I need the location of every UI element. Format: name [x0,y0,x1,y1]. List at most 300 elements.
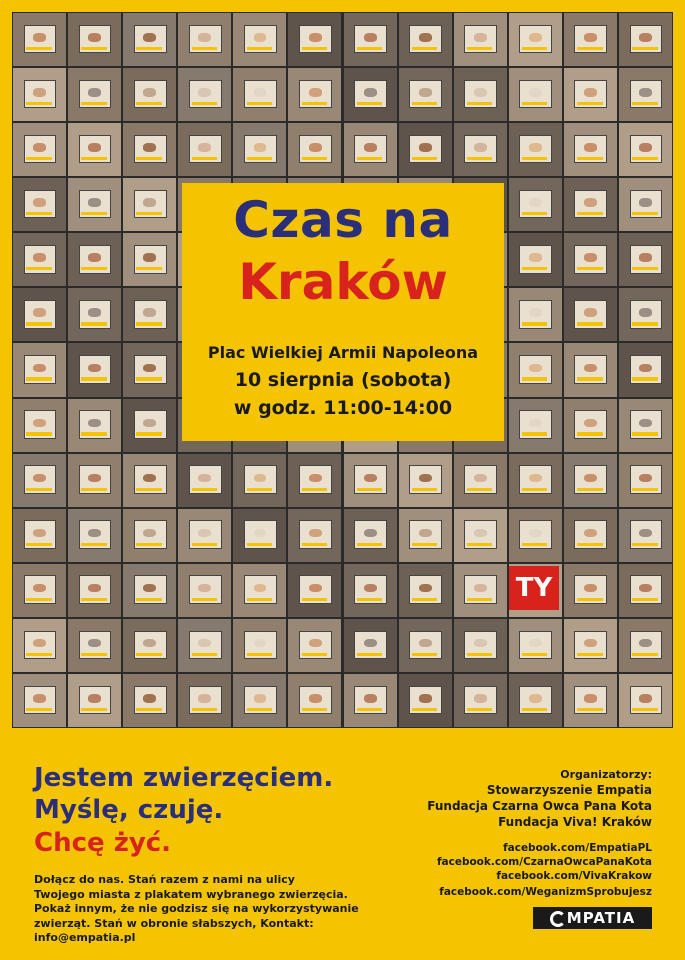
sign-label [81,102,106,105]
logo-c-icon [550,911,566,927]
protest-photo-tile [123,123,176,176]
protest-photo-tile [454,619,507,672]
sign-label [192,102,217,105]
protest-photo-tile [454,564,507,617]
animal-face [639,419,652,427]
animal-face [364,33,377,41]
sign-label [81,598,106,601]
protest-photo-tile [344,564,397,617]
protest-photo-tile [13,123,66,176]
sign-label [26,432,51,435]
sign-label [577,653,602,656]
protest-photo-tile [564,123,617,176]
protest-photo-tile [564,178,617,231]
sign-label [577,322,602,325]
sign-label [81,432,106,435]
protest-photo-tile [454,68,507,121]
animal-face [639,88,652,96]
protest-photo-tile [233,564,286,617]
animal-face [309,529,322,537]
sign-label [26,47,51,50]
protest-photo-tile [619,564,672,617]
protest-photo-tile [509,13,562,66]
protest-photo-tile [13,233,66,286]
sign-label [632,102,657,105]
protest-photo-tile [288,619,341,672]
sign-label [467,488,492,491]
protest-photo-tile [13,509,66,562]
sign-label [192,47,217,50]
protest-photo-tile [68,454,121,507]
animal-face [364,143,377,151]
sign-label [577,157,602,160]
protest-photo-tile [13,454,66,507]
sign-label [412,488,437,491]
animal-face [529,198,542,206]
animal-face [33,88,46,96]
animal-face [584,308,597,316]
sign-label [136,267,161,270]
protest-photo-tile [344,123,397,176]
protest-photo-tile [509,178,562,231]
sign-label [247,157,272,160]
animal-face [309,474,322,482]
protest-photo-tile [288,123,341,176]
animal-face [143,639,156,647]
protest-photo-tile [564,288,617,341]
protest-photo-tile [178,123,231,176]
sign-label [81,653,106,656]
sign-label [632,708,657,711]
animal-face [364,529,377,537]
sign-label [467,47,492,50]
event-date: 10 sierpnia (sobota) [234,369,452,391]
animal-face [309,88,322,96]
sign-label [136,543,161,546]
animal-face [33,584,46,592]
protest-photo-tile [454,13,507,66]
protest-photo-tile [123,454,176,507]
animal-face [88,529,101,537]
protest-photo-tile [344,509,397,562]
sign-label [136,47,161,50]
sign-label [467,708,492,711]
animal-face [639,529,652,537]
animal-face [88,143,101,151]
animal-face [254,143,267,151]
animal-face [88,253,101,261]
sign-label [247,102,272,105]
animal-face [364,88,377,96]
protest-photo-tile [68,674,121,727]
sign-label [26,598,51,601]
animal-face [88,198,101,206]
protest-photo-tile [509,123,562,176]
animal-face [198,694,211,702]
animal-face [639,364,652,372]
sign-label [136,708,161,711]
sign-label [136,653,161,656]
sign-label [522,157,547,160]
sign-label [577,432,602,435]
animal-face [474,529,487,537]
organizers [427,768,652,830]
facebook-link-viva[interactable]: facebook.com/VivaKrakow [496,870,652,882]
sign-label [522,543,547,546]
protest-photo-tile [123,178,176,231]
protest-photo-tile [123,399,176,452]
protest-photo-tile [509,509,562,562]
sign-label [522,708,547,711]
sign-label [136,212,161,215]
protest-photo-tile [68,399,121,452]
animal-face [584,253,597,261]
animal-face [474,694,487,702]
animal-face [254,88,267,96]
sign-label [357,543,382,546]
animal-face [419,143,432,151]
animal-face [88,419,101,427]
sign-label [412,653,437,656]
animal-face [419,694,432,702]
protest-photo-tile [123,13,176,66]
protest-photo-tile [564,399,617,452]
protest-photo-tile [233,454,286,507]
facebook-link-czarna-owca[interactable]: facebook.com/CzarnaOwcaPanaKota [436,856,652,868]
animal-face [639,33,652,41]
animal-face [529,308,542,316]
protest-photo-tile [68,68,121,121]
sign-label [632,488,657,491]
sign-label [577,543,602,546]
protest-photo-tile [123,233,176,286]
animal-face [584,639,597,647]
protest-photo-tile [509,619,562,672]
protest-photo-tile [344,454,397,507]
sign-label [412,157,437,160]
animal-face [474,88,487,96]
sign-label [522,377,547,380]
animal-face [88,639,101,647]
protest-photo-tile [233,509,286,562]
sign-label [522,47,547,50]
animal-face [474,474,487,482]
animal-face [529,33,542,41]
animal-face [584,33,597,41]
sign-label [136,377,161,380]
protest-photo-tile [13,343,66,396]
animal-face [419,529,432,537]
protest-photo-tile [509,674,562,727]
animal-face [254,584,267,592]
protest-photo-tile [344,13,397,66]
sign-label [247,543,272,546]
sign-label [81,488,106,491]
protest-photo-tile [123,619,176,672]
animal-face [639,584,652,592]
protest-photo-tile [178,13,231,66]
slogan-line-1: Jestem zwierzęciem. [34,763,334,793]
sign-label [577,212,602,215]
animal-face [143,33,156,41]
animal-face [639,143,652,151]
invitation-text [34,873,414,946]
protest-photo-tile [233,68,286,121]
animal-face [143,474,156,482]
protest-photo-tile [454,674,507,727]
animal-face [143,364,156,372]
animal-face [254,33,267,41]
sign-label [632,377,657,380]
sign-label [192,598,217,601]
sign-label [136,598,161,601]
protest-photo-tile [68,178,121,231]
sign-label [81,47,106,50]
protest-photo-tile [288,509,341,562]
sign-label [632,543,657,546]
sign-label [357,102,382,105]
logo-text: MPATIA [566,909,636,927]
sign-label [412,598,437,601]
protest-photo-tile [619,68,672,121]
protest-photo-tile [68,564,121,617]
sign-label [522,212,547,215]
protest-photo-tile [564,454,617,507]
sign-label [81,267,106,270]
sign-label [577,47,602,50]
protest-photo-tile [178,509,231,562]
empatia-logo [533,907,652,929]
sign-label [302,543,327,546]
sign-label [632,598,657,601]
animal-face [639,198,652,206]
protest-photo-tile [564,564,617,617]
protest-photo-tile [13,288,66,341]
sign-label [632,267,657,270]
sign-label [522,432,547,435]
animal-face [309,639,322,647]
protest-photo-tile [564,619,617,672]
sign-label [412,708,437,711]
sign-label [632,432,657,435]
animal-face [254,639,267,647]
sign-label [412,543,437,546]
protest-photo-tile [619,13,672,66]
protest-photo-tile [68,343,121,396]
protest-photo-tile [399,509,452,562]
animal-face [529,364,542,372]
animal-face [474,33,487,41]
sign-label [192,543,217,546]
animal-face [529,88,542,96]
animal-face [33,364,46,372]
animal-face [143,694,156,702]
animal-face [639,308,652,316]
animal-face [88,88,101,96]
protest-photo-tile [619,233,672,286]
sign-label [632,322,657,325]
sign-label [136,157,161,160]
protest-photo-tile [13,619,66,672]
animal-face [364,474,377,482]
sign-label [357,653,382,656]
protest-photo-tile [123,343,176,396]
animal-face [254,474,267,482]
protest-photo-tile [399,674,452,727]
sign-label [247,653,272,656]
sign-label [467,653,492,656]
protest-photo-tile [619,454,672,507]
sign-label [522,102,547,105]
sign-label [302,488,327,491]
animal-face [88,474,101,482]
protest-photo-tile [178,454,231,507]
protest-photo-tile [619,674,672,727]
animal-face [639,694,652,702]
animal-face [639,474,652,482]
animal-face [529,474,542,482]
animal-face [198,529,211,537]
sign-label [247,708,272,711]
protest-photo-tile [123,674,176,727]
protest-photo-tile [233,619,286,672]
sign-label [247,598,272,601]
sign-label [632,653,657,656]
ty-badge: TY [509,566,559,610]
sign-label [26,653,51,656]
animal-face [474,143,487,151]
protest-photo-tile [509,68,562,121]
animal-face [198,88,211,96]
sign-label [136,488,161,491]
sign-label [577,598,602,601]
sign-label [302,598,327,601]
protest-photo-tile [564,233,617,286]
animal-face [364,694,377,702]
animal-face [584,584,597,592]
protest-photo-tile [178,674,231,727]
sign-label [81,708,106,711]
protest-photo-tile [509,288,562,341]
animal-face [33,639,46,647]
protest-photo-tile [68,288,121,341]
facebook-link-empatia[interactable]: facebook.com/EmpatiaPL [503,842,652,854]
protest-photo-tile [288,68,341,121]
protest-photo-tile [564,343,617,396]
animal-face [143,198,156,206]
animal-face [143,308,156,316]
headline-box [182,183,504,441]
invite-line-2: Twojego miasta z plakatem wybranego zwierzęcia. [34,887,348,901]
organizer-3: Fundacja Viva! Kraków [498,815,652,829]
sign-label [632,47,657,50]
sign-label [357,708,382,711]
animal-face [639,253,652,261]
protest-photo-tile [509,454,562,507]
sign-label [357,47,382,50]
animal-face [474,639,487,647]
protest-photo-tile [454,454,507,507]
protest-photo-tile [564,674,617,727]
protest-photo-tile [68,123,121,176]
animal-face [198,584,211,592]
protest-photo-tile [178,564,231,617]
sign-label [577,267,602,270]
organizer-2: Fundacja Czarna Owca Pana Kota [427,799,652,813]
sign-label [357,488,382,491]
slogan-line-3: Chcę żyć. [34,828,172,858]
protest-photo-tile [399,454,452,507]
sign-label [632,157,657,160]
facebook-links [437,841,652,883]
animal-face [33,143,46,151]
sign-label [26,377,51,380]
sign-label [522,322,547,325]
slogan-line-2: Myślę, czuję. [34,795,224,825]
sign-label [136,322,161,325]
animal-face [33,198,46,206]
animal-face [419,639,432,647]
animal-face [529,529,542,537]
protest-photo-tile [233,123,286,176]
invite-line-4: zwierząt. Stań w obronie słabszych, Kontakt: info@empatia.pl [34,916,314,944]
title-line-1: Czas na [233,191,453,249]
protest-photo-tile [399,13,452,66]
facebook-link-weganizm[interactable]: facebook.com/WeganizmSprobujesz [439,886,652,898]
sign-label [357,157,382,160]
sign-label [192,488,217,491]
animal-face [198,474,211,482]
animal-face [254,529,267,537]
sign-label [467,157,492,160]
protest-photo-tile [13,564,66,617]
animal-face [33,33,46,41]
protest-photo-tile [564,68,617,121]
animal-face [419,584,432,592]
protest-photo-tile [564,509,617,562]
animal-face [143,529,156,537]
protest-photo-tile [233,674,286,727]
protest-photo-tile [564,13,617,66]
animal-face [88,584,101,592]
protest-photo-tile [68,509,121,562]
sign-label [26,212,51,215]
animal-face [529,419,542,427]
sign-label [81,543,106,546]
protest-photo-tile [68,619,121,672]
animal-face [364,584,377,592]
animal-face [254,694,267,702]
protest-photo-tile [288,454,341,507]
protest-photo-tile [509,233,562,286]
protest-photo-tile [399,68,452,121]
sign-label [467,102,492,105]
slogan [34,762,333,860]
animal-face [143,253,156,261]
sign-label [302,157,327,160]
sign-label [412,47,437,50]
protest-photo-tile [13,13,66,66]
protest-photo-tile [619,123,672,176]
event-place: Plac Wielkiej Armii Napoleona [207,343,479,362]
sign-label [302,708,327,711]
event-time: w godz. 11:00-14:00 [233,397,453,419]
animal-face [143,88,156,96]
protest-photo-tile [344,619,397,672]
sign-label [577,708,602,711]
protest-photo-tile [68,233,121,286]
sign-label [192,653,217,656]
